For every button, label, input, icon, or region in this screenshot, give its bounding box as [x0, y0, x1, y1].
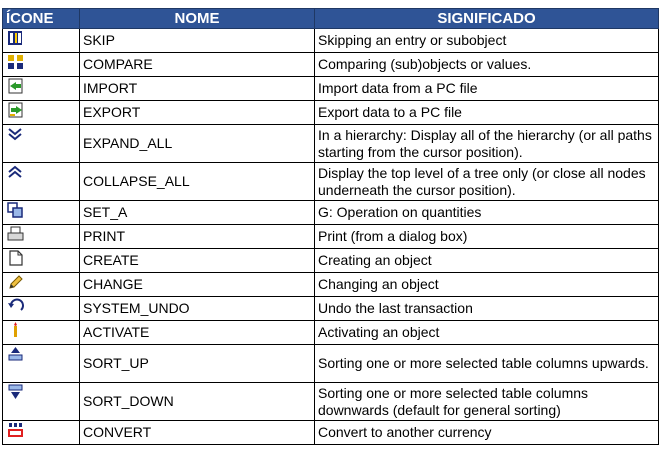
export-icon	[7, 102, 25, 118]
activate-icon	[7, 322, 25, 338]
row-name: COLLAPSE_ALL	[80, 163, 315, 201]
sort-up-icon	[7, 346, 25, 362]
sort-down-icon	[7, 384, 25, 400]
table-row	[3, 163, 659, 201]
table-row	[3, 225, 659, 249]
table-row	[3, 53, 659, 77]
header-icon: ÍCONE	[3, 9, 80, 29]
table-row	[3, 421, 659, 445]
row-name: CONVERT	[80, 421, 315, 445]
table-row	[3, 273, 659, 297]
import-icon	[7, 78, 25, 94]
row-meaning: Changing an object	[315, 273, 659, 297]
row-name: SKIP	[80, 29, 315, 53]
row-name: COMPARE	[80, 53, 315, 77]
row-meaning: Undo the last transaction	[315, 297, 659, 321]
row-name: SORT_DOWN	[80, 383, 315, 421]
row-name: ACTIVATE	[80, 321, 315, 345]
set-a-icon	[7, 202, 25, 218]
system-undo-icon	[7, 298, 25, 314]
table-row	[3, 29, 659, 53]
header-name: NOME	[80, 9, 315, 29]
create-icon	[7, 250, 25, 266]
table-row	[3, 125, 659, 163]
row-meaning: Display the top level of a tree only (or close all nodes underneath the cursor position).	[315, 163, 659, 201]
row-meaning: Sorting one or more selected table columns downwards (default for general sorting)	[315, 383, 659, 421]
table-row	[3, 345, 659, 383]
row-name: CHANGE	[80, 273, 315, 297]
expand-all-icon	[7, 126, 25, 142]
print-icon	[7, 226, 25, 242]
row-name: PRINT	[80, 225, 315, 249]
row-name: EXPAND_ALL	[80, 125, 315, 163]
row-name: CREATE	[80, 249, 315, 273]
row-name: IMPORT	[80, 77, 315, 101]
row-name: SYSTEM_UNDO	[80, 297, 315, 321]
row-meaning: Print (from a dialog box)	[315, 225, 659, 249]
table-row	[3, 321, 659, 345]
row-meaning: Activating an object	[315, 321, 659, 345]
row-meaning: Sorting one or more selected table columns upwards.	[315, 345, 659, 383]
row-meaning: Convert to another currency	[315, 421, 659, 445]
row-name: SET_A	[80, 201, 315, 225]
convert-icon	[7, 422, 25, 438]
row-meaning: G: Operation on quantities	[315, 201, 659, 225]
row-meaning: Skipping an entry or subobject	[315, 29, 659, 53]
collapse-all-icon	[7, 164, 25, 180]
row-meaning: Comparing (sub)objects or values.	[315, 53, 659, 77]
row-meaning: Export data to a PC file	[315, 101, 659, 125]
row-meaning: Creating an object	[315, 249, 659, 273]
icon-table	[2, 8, 659, 445]
table-row	[3, 383, 659, 421]
skip-icon	[7, 30, 25, 46]
header-meaning: SIGNIFICADO	[315, 9, 659, 29]
row-name: SORT_UP	[80, 345, 315, 383]
compare-icon	[7, 54, 25, 70]
row-meaning: Import data from a PC file	[315, 77, 659, 101]
table-row	[3, 297, 659, 321]
change-icon	[7, 274, 25, 290]
row-name: EXPORT	[80, 101, 315, 125]
table-row	[3, 101, 659, 125]
table-header-row	[3, 9, 659, 29]
table-row	[3, 77, 659, 101]
row-meaning: In a hierarchy: Display all of the hierarchy (or all paths starting from the cursor position).	[315, 125, 659, 163]
table-row	[3, 201, 659, 225]
table-row	[3, 249, 659, 273]
